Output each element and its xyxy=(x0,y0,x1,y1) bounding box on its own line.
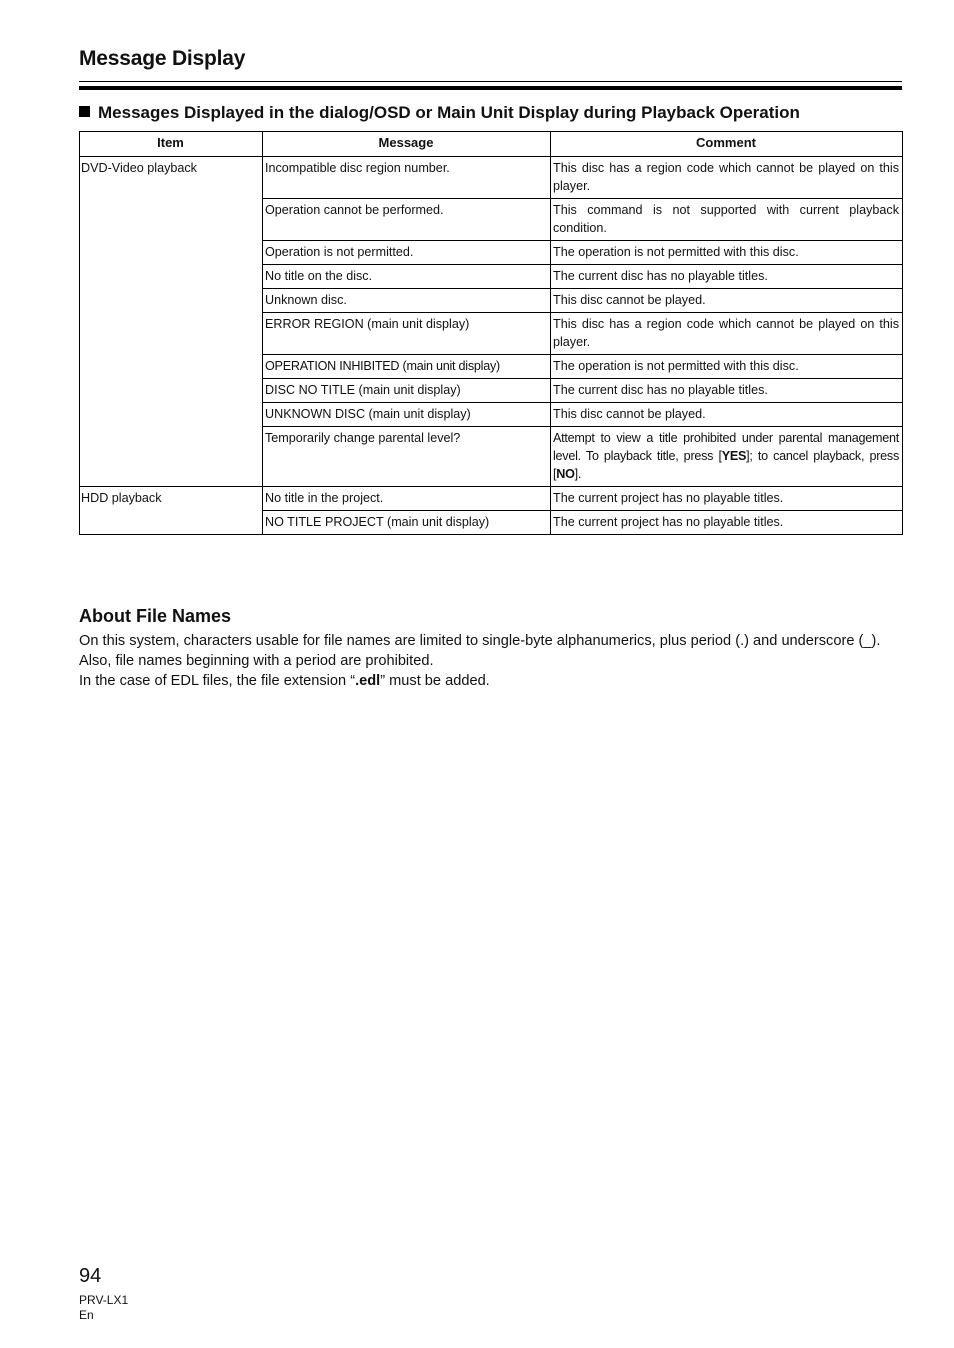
comment-cell: This disc cannot be played. xyxy=(551,289,903,313)
message-cell: Temporarily change parental level? xyxy=(263,427,551,487)
comment-text: ]; to cancel playback, press [ xyxy=(553,449,899,481)
page-number: 94 xyxy=(79,1265,102,1287)
square-bullet-icon xyxy=(79,106,90,117)
item-cell-dvd: DVD-Video playback xyxy=(80,157,263,487)
message-cell: UNKNOWN DISC (main unit display) xyxy=(263,403,551,427)
title-rule-thick xyxy=(79,86,902,90)
message-cell: No title on the disc. xyxy=(263,265,551,289)
comment-cell: This command is not supported with current playback condition. xyxy=(551,199,903,241)
table-header-row xyxy=(80,132,903,157)
model-label xyxy=(79,1293,128,1323)
language-code: En xyxy=(79,1308,94,1322)
about-text: ” must be added. xyxy=(380,673,490,689)
about-body xyxy=(79,631,902,691)
message-cell: OPERATION INHIBITED (main unit display) xyxy=(263,355,551,379)
comment-cell: This disc has a region code which cannot be played on this player. xyxy=(551,157,903,199)
comment-cell: The current disc has no playable titles. xyxy=(551,379,903,403)
message-cell: Operation is not permitted. xyxy=(263,241,551,265)
message-cell: NO TITLE PROJECT (main unit display) xyxy=(263,511,551,535)
section-heading xyxy=(79,103,800,123)
about-text: In the case of EDL files, the file extension “ xyxy=(79,673,356,689)
message-cell: Incompatible disc region number. xyxy=(263,157,551,199)
message-cell: DISC NO TITLE (main unit display) xyxy=(263,379,551,403)
comment-text: Attempt to view a title prohibited under parental management level. To playback title, press [ xyxy=(553,431,899,463)
table-row xyxy=(80,487,903,511)
header-message: Message xyxy=(263,132,551,157)
message-cell: Operation cannot be performed. xyxy=(263,199,551,241)
about-paragraph-2 xyxy=(79,671,902,691)
header-item: Item xyxy=(80,132,263,157)
comment-cell: The current project has no playable titles. xyxy=(551,511,903,535)
title-rule-thin xyxy=(79,81,902,82)
comment-cell: This disc has a region code which cannot be played on this player. xyxy=(551,313,903,355)
message-cell: ERROR REGION (main unit display) xyxy=(263,313,551,355)
comment-cell xyxy=(551,427,903,487)
comment-text: ]. xyxy=(574,467,582,481)
about-title: About File Names xyxy=(79,606,232,626)
header-comment: Comment xyxy=(551,132,903,157)
page-title: Message Display xyxy=(79,47,246,70)
about-paragraph-1: On this system, characters usable for file names are limited to single-byte alphanumerics, plus period (.) and underscore (_). Also, file names beginning with a period are prohibited. xyxy=(79,633,881,669)
section-heading-text: Messages Displayed in the dialog/OSD or Main Unit Display during Playback Operation xyxy=(98,103,800,122)
comment-cell: The operation is not permitted with this disc. xyxy=(551,355,903,379)
messages-table xyxy=(79,131,903,535)
item-cell-hdd: HDD playback xyxy=(80,487,263,535)
yes-key-label: YES xyxy=(721,449,747,463)
model-name: PRV-LX1 xyxy=(79,1293,129,1307)
message-cell: No title in the project. xyxy=(263,487,551,511)
table-row xyxy=(80,157,903,199)
no-key-label: NO xyxy=(556,467,575,481)
comment-cell: This disc cannot be played. xyxy=(551,403,903,427)
edl-extension: .edl xyxy=(355,673,381,689)
comment-cell: The operation is not permitted with this disc. xyxy=(551,241,903,265)
comment-cell: The current project has no playable titles. xyxy=(551,487,903,511)
message-cell: Unknown disc. xyxy=(263,289,551,313)
comment-cell: The current disc has no playable titles. xyxy=(551,265,903,289)
